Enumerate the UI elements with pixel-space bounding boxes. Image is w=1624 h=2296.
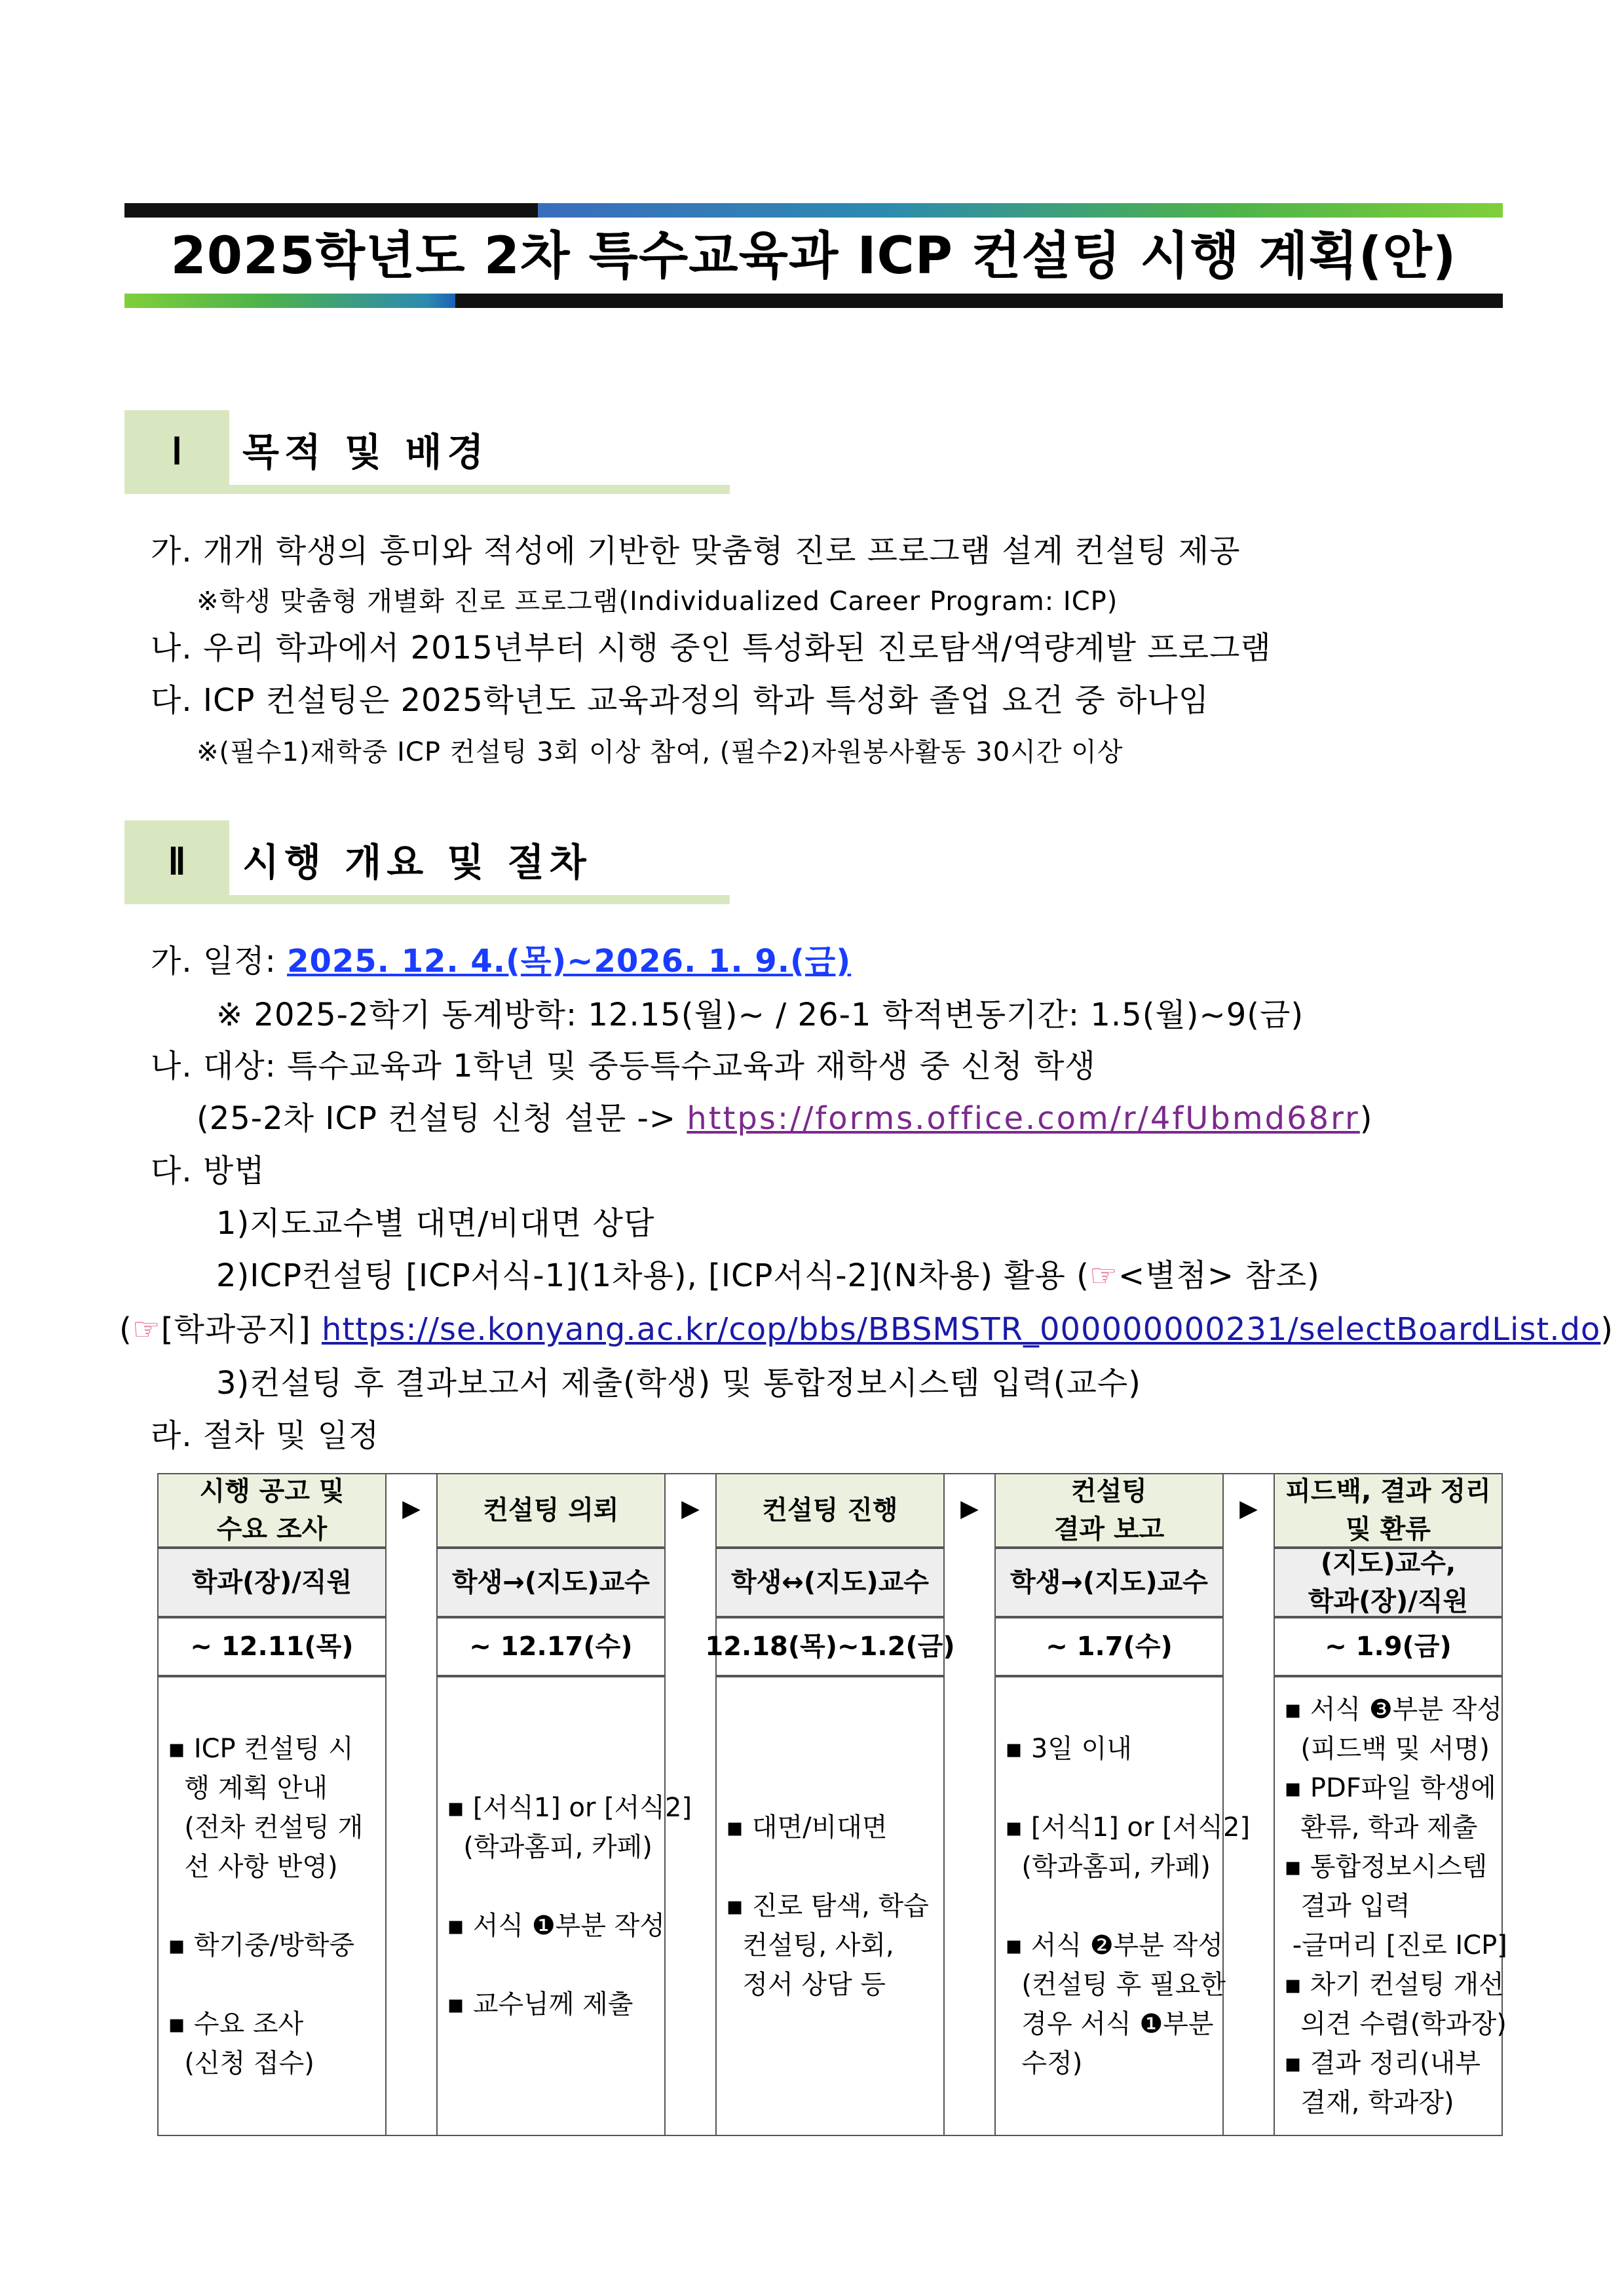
cell-line: ▪ PDF파일 학생에	[1284, 1773, 1496, 1803]
step-4-body	[994, 1676, 1251, 2136]
cell-line: 경우 서식 ❶부분	[1005, 2009, 1214, 2039]
cell-content: ~ 1.9(금)	[1325, 1632, 1452, 1662]
method-title: 다. 방법	[151, 1153, 265, 1189]
notice-close-paren: )	[1600, 1311, 1614, 1348]
cell-line: ▪ 결과 정리(내부	[1284, 2048, 1481, 2078]
step-2-role	[436, 1548, 666, 1617]
cell-line: 학생↔(지도)교수	[731, 1567, 929, 1598]
cell-line: 수정)	[1005, 2048, 1083, 2078]
cell-content	[483, 1491, 618, 1529]
flow-arrow-icon: ▶	[681, 1495, 700, 1522]
cell-line: 결과 보고	[1053, 1514, 1165, 1544]
title-top-bar	[124, 203, 1503, 218]
cell-line: ▪ 진로 탐색, 학습	[726, 1891, 929, 1921]
pointing-hand-icon: ☞	[1089, 1257, 1118, 1294]
survey-label: (25-2차 ICP 컨설팅 신청 설문 ->	[197, 1100, 687, 1137]
cell-line: 컨설팅 의뢰	[483, 1495, 619, 1525]
section-1-number: Ⅰ	[124, 410, 229, 494]
notice-link[interactable]: https://se.konyang.ac.kr/cop/bbs/BBSMSTR_000000000231/selectBoardList.do	[321, 1311, 1601, 1348]
cell-line: ▪ 통합정보시스템	[1284, 1852, 1488, 1882]
cell-content	[168, 1729, 363, 2083]
document-title: 2025학년도 2차 특수교육과 ICP 컨설팅 시행 계획(안)	[170, 227, 1457, 286]
cell-content	[1284, 1690, 1507, 2122]
section-2-underline	[124, 895, 730, 904]
notice-open-paren: (	[119, 1311, 132, 1348]
target-line: 나. 대상: 특수교육과 1학년 및 중등특수교육과 재학생 중 신청 학생	[151, 1048, 1096, 1084]
notice-line	[119, 1304, 1614, 1349]
step-4-head	[994, 1473, 1224, 1548]
cell-content	[192, 1563, 352, 1601]
section-2-title: 시행 개요 및 절차	[242, 840, 592, 885]
survey-line	[197, 1093, 1373, 1138]
cell-line: 및 환류	[1346, 1514, 1431, 1544]
cell-line: (피드백 및 서명)	[1284, 1734, 1490, 1764]
cell-line: 시행 공고 및	[199, 1476, 345, 1506]
cell-line: 컨설팅	[1071, 1476, 1147, 1506]
cell-line: -글머리 [진로 ICP]	[1284, 1930, 1507, 1961]
purpose-item-c: 다. ICP 컨설팅은 2025학년도 교육과정의 학과 특성화 졸업 요건 중 하나임	[151, 682, 1210, 719]
cell-line: ▪ 3일 이내	[1005, 1734, 1132, 1764]
cell-line: ▪ 차기 컨설팅 개선	[1284, 1970, 1504, 2000]
cell-line: (학과홈피, 카페)	[1005, 1852, 1211, 1882]
step-3-head	[715, 1473, 945, 1548]
cell-line: 결과 입력	[1284, 1891, 1410, 1921]
flow-gap	[1224, 1473, 1274, 2136]
cell-line: ▪ 서식 ❷부분 작성	[1005, 1930, 1223, 1961]
cell-line: ▪ 수요 조사	[168, 2009, 304, 2039]
step-3-body	[715, 1676, 945, 2136]
cell-content	[731, 1563, 929, 1601]
title-bottom-bar	[124, 294, 1503, 308]
schedule-note: ※ 2025-2학기 동계방학: 12.15(월)~ / 26-1 학적변동기간: 1.5(월)~9(금)	[216, 997, 1304, 1033]
cell-content: ~ 1.7(수)	[1046, 1632, 1173, 1662]
cell-content	[199, 1472, 344, 1548]
cell-line: 학생→(지도)교수	[1010, 1567, 1208, 1598]
step-2-head	[436, 1473, 666, 1548]
cell-line	[447, 1867, 692, 1906]
flow-arrow-icon: ▶	[960, 1495, 979, 1522]
cell-line	[447, 1945, 692, 1985]
cell-content: ~ 12.11(목)	[190, 1632, 354, 1662]
step-5-role	[1274, 1548, 1503, 1617]
schedule-label: 가. 일정:	[151, 943, 288, 980]
cell-line: ▪ 학기중/방학중	[168, 1930, 355, 1961]
cell-content	[452, 1563, 650, 1601]
step-5-date	[1274, 1617, 1503, 1676]
cell-line: (지도)교수,	[1320, 1548, 1456, 1578]
cell-line: (신청 접수)	[168, 2048, 314, 2078]
cell-content: 12.18(목)~1.2(금)	[705, 1632, 955, 1662]
cell-line: (전차 컨설팅 개	[168, 1812, 364, 1843]
cell-line: ▪ ICP 컨설팅 시	[168, 1734, 354, 1764]
cell-line	[168, 1965, 363, 2004]
cell-content	[1010, 1563, 1208, 1601]
cell-line: 정서 상담 등	[726, 1970, 886, 2000]
cell-line: 수요 조사	[216, 1514, 328, 1544]
cell-line: 컨설팅 진행	[762, 1495, 898, 1525]
section-2-number: Ⅱ	[124, 820, 229, 904]
cell-line	[1005, 1886, 1250, 1926]
cell-line: 의견 수렴(학과장)	[1284, 2009, 1507, 2039]
section-1-underline	[124, 485, 730, 494]
cell-line: ▪ [서식1] or [서식2]	[447, 1793, 692, 1823]
cell-line: ▪ 서식 ❸부분 작성	[1284, 1694, 1502, 1725]
pointing-hand-icon: ☞	[132, 1311, 161, 1348]
cell-line	[168, 1886, 363, 1926]
step-1-date	[157, 1617, 387, 1676]
cell-line: 피드백, 결과 정리	[1285, 1476, 1491, 1506]
purpose-item-a: 가. 개개 학생의 흥미와 적성에 기반한 맞춤형 진로 프로그램 설계 컨설팅 제공	[151, 533, 1241, 569]
cell-line	[1005, 1769, 1250, 1808]
step-1-body	[157, 1676, 387, 2136]
schedule-period: 2025. 12. 4.(목)~2026. 1. 9.(금)	[287, 943, 852, 980]
step-5-head	[1274, 1473, 1503, 1548]
flow-gap	[387, 1473, 436, 2136]
schedule-line	[151, 936, 851, 981]
cell-line: 학과(장)/직원	[191, 1567, 352, 1598]
cell-line: 학과(장)/직원	[1308, 1586, 1469, 1617]
cell-content	[447, 1788, 692, 2024]
cell-line: 학생→(지도)교수	[452, 1567, 650, 1598]
survey-close-paren: )	[1359, 1100, 1373, 1137]
cell-line: ▪ 교수님께 제출	[447, 1989, 633, 2019]
flow-gap	[666, 1473, 715, 2136]
cell-line: ▪ 대면/비대면	[726, 1812, 888, 1843]
cell-content	[1285, 1472, 1491, 1548]
cell-content: ~ 12.17(수)	[469, 1632, 633, 1662]
step-1-role	[157, 1548, 387, 1617]
cell-line: ▪ [서식1] or [서식2]	[1005, 1812, 1251, 1843]
cell-content	[726, 1808, 929, 2004]
cell-content	[1308, 1544, 1468, 1620]
method-3: 3)컨설팅 후 결과보고서 제출(학생) 및 통합정보시스템 입력(교수)	[216, 1365, 1141, 1402]
cell-line: 선 사항 반영)	[168, 1852, 338, 1882]
cell-content	[762, 1491, 897, 1529]
method-2-ref: <별첨> 참조)	[1118, 1257, 1320, 1294]
step-2-body	[436, 1676, 692, 2136]
method-2	[216, 1250, 1320, 1295]
cell-line: ▪ 서식 ❶부분 작성	[447, 1911, 665, 1941]
purpose-note-requirement: ※(필수1)재학중 ICP 컨설팅 3회 이상 참여, (필수2)자원봉사활동 30시간 이상	[197, 737, 1124, 767]
flow-gap	[945, 1473, 994, 2136]
cell-line: 컨설팅, 사회,	[726, 1930, 894, 1961]
method-1: 1)지도교수별 대면/비대면 상담	[216, 1205, 655, 1242]
step-2-date	[436, 1617, 666, 1676]
notice-label: [학과공지]	[161, 1311, 322, 1348]
cell-line: 결재, 학과장)	[1284, 2088, 1454, 2118]
step-5-body	[1274, 1676, 1507, 2136]
method-2-text: 2)ICP컨설팅 [ICP서식-1](1차용), [ICP서식-2](N차용) 활용 (	[216, 1257, 1089, 1294]
survey-link[interactable]: https://forms.office.com/r/4fUbmd68rr	[687, 1100, 1360, 1137]
step-4-date	[994, 1617, 1224, 1676]
flow-arrow-icon: ▶	[1239, 1495, 1258, 1522]
cell-line: (학과홈피, 카페)	[447, 1832, 652, 1862]
step-4-role	[994, 1548, 1224, 1617]
step-3-role	[715, 1548, 945, 1617]
cell-line: (컨설팅 후 필요한	[1005, 1970, 1226, 2000]
cell-line	[726, 1847, 929, 1886]
cell-line: 환류, 학과 제출	[1284, 1812, 1478, 1843]
cell-line: 행 계획 안내	[168, 1773, 328, 1803]
step-3-date	[705, 1617, 955, 1676]
cell-content	[1054, 1472, 1165, 1548]
step-1-head	[157, 1473, 387, 1548]
procedure-title: 라. 절차 및 일정	[151, 1417, 380, 1454]
purpose-item-b: 나. 우리 학과에서 2015년부터 시행 중인 특성화된 진로탐색/역량계발 프로그램	[151, 630, 1272, 666]
section-1-title: 목적 및 배경	[242, 430, 489, 474]
cell-content	[1005, 1729, 1250, 2083]
purpose-note-icp: ※학생 맞춤형 개별화 진로 프로그램(Individualized Career Program: ICP)	[197, 586, 1118, 617]
flow-arrow-icon: ▶	[402, 1495, 421, 1522]
